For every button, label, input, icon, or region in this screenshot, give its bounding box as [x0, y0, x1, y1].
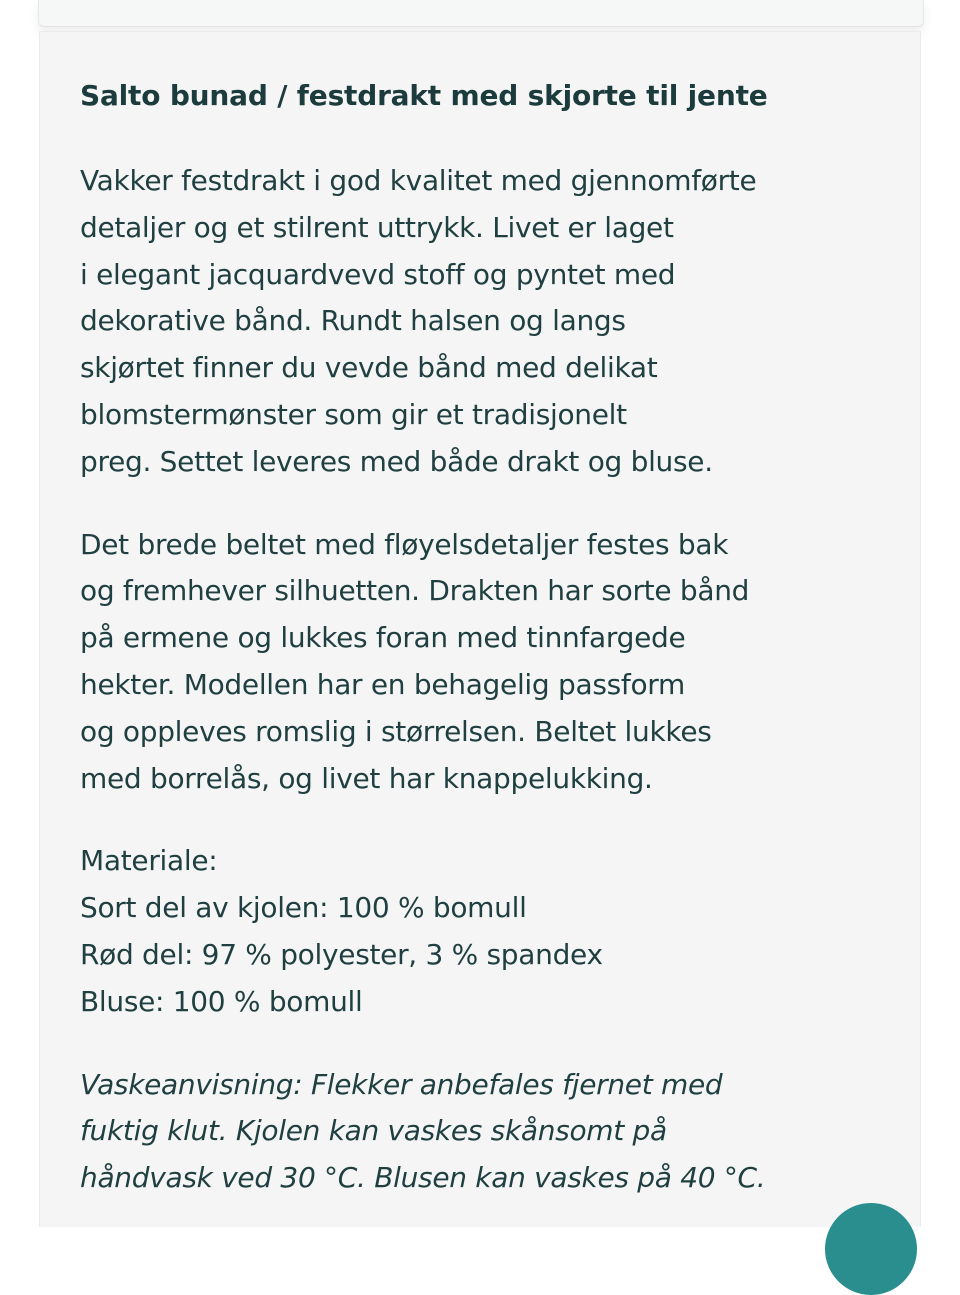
- material-line: Rød del: 97 % polyester, 3 % spandex: [80, 937, 603, 971]
- product-description-panel: [39, 31, 921, 1227]
- text-line: og oppleves romslig i størrelsen. Beltet lukkes: [80, 714, 712, 748]
- material-info: [80, 838, 880, 1025]
- text-line: blomstermønster som gir et tradisjonelt: [80, 397, 627, 431]
- product-title: Salto bunad / festdrakt med skjorte til jente: [80, 79, 768, 112]
- text-line: med borrelås, og livet har knappelukking.: [80, 761, 653, 795]
- description-paragraph-1: [80, 158, 880, 486]
- description-paragraph-2: [80, 522, 880, 803]
- text-line: hekter. Modellen har en behagelig passform: [80, 667, 685, 701]
- material-line: Bluse: 100 % bomull: [80, 984, 363, 1018]
- text-line: på ermene og lukkes foran med tinnfargede: [80, 621, 686, 655]
- material-heading: Materiale:: [80, 844, 218, 878]
- care-line: håndvask ved 30 °C. Blusen kan vaskes på 40 °C.: [80, 1161, 766, 1195]
- previous-section-card: [38, 0, 924, 27]
- text-line: detaljer og et stilrent uttrykk. Livet er laget: [80, 210, 674, 244]
- text-line: preg. Settet leveres med både drakt og bluse.: [80, 444, 713, 478]
- text-line: i elegant jacquardvevd stoff og pyntet med: [80, 257, 676, 291]
- care-line: Vaskeanvisning: Flekker anbefales fjernet med: [80, 1067, 723, 1101]
- text-line: og fremhever silhuetten. Drakten har sorte bånd: [80, 574, 750, 608]
- floating-action-button[interactable]: [825, 1203, 917, 1295]
- care-instructions: [80, 1062, 880, 1202]
- text-line: Vakker festdrakt i god kvalitet med gjennomførte: [80, 164, 757, 197]
- text-line: dekorative bånd. Rundt halsen og langs: [80, 304, 626, 338]
- text-line: skjørtet finner du vevde bånd med delikat: [80, 351, 658, 385]
- material-line: Sort del av kjolen: 100 % bomull: [80, 891, 527, 925]
- care-line: fuktig klut. Kjolen kan vaskes skånsomt på: [80, 1114, 667, 1148]
- product-description: [80, 76, 880, 1202]
- text-line: Det brede beltet med fløyelsdetaljer festes bak: [80, 527, 729, 561]
